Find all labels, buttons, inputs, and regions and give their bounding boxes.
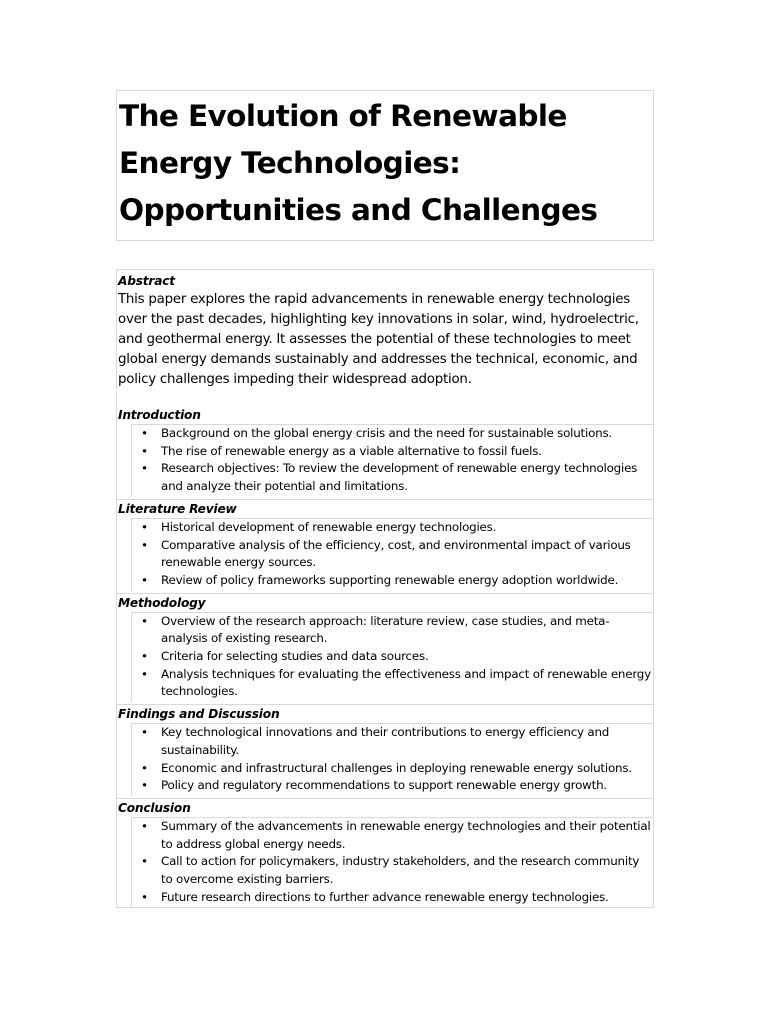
list-item: • Review of policy frameworks supporting renewable energy adoption worldwide. <box>132 572 653 590</box>
list-item: • Analysis techniques for evaluating the effectiveness and impact of renewable energy technologies. <box>132 666 653 701</box>
section-heading: Introduction <box>118 408 201 422</box>
list-item: • Comparative analysis of the efficiency, cost, and environmental impact of various renewable energy sources. <box>132 537 653 572</box>
section-introduction <box>117 406 653 497</box>
document-title: The Evolution of Renewable Energy Technologies: Opportunities and Challenges <box>119 99 598 227</box>
section-list-box <box>131 424 653 497</box>
section-heading: Conclusion <box>118 800 191 815</box>
list-item: • Criteria for selecting studies and data sources. <box>132 648 653 666</box>
list-item: • The rise of renewable energy as a viable alternative to fossil fuels. <box>132 443 653 461</box>
section-list-box <box>131 518 653 591</box>
list-item: • Policy and regulatory recommendations to support renewable energy growth. <box>132 777 653 795</box>
list-item: • Future research directions to further advance renewable energy technologies. <box>132 889 653 907</box>
bullet-list <box>132 425 653 497</box>
section-literature-review <box>117 499 653 591</box>
section-conclusion <box>117 798 653 908</box>
title-block <box>116 90 654 241</box>
list-item: • Call to action for policymakers, industry stakeholders, and the research community to overcome existing barriers. <box>132 853 653 888</box>
section-heading: Methodology <box>118 595 206 610</box>
section-list-box <box>131 612 653 703</box>
section-findings-and-discussion <box>117 704 653 796</box>
abstract-heading: Abstract <box>118 274 175 288</box>
bullet-list <box>132 818 653 908</box>
section-heading: Findings and Discussion <box>118 707 280 722</box>
list-item: • Key technological innovations and their contributions to energy efficiency and sustainability. <box>132 724 653 759</box>
list-item: • Overview of the research approach: literature review, case studies, and meta-analysis of existing research. <box>132 613 653 648</box>
bullet-list <box>132 724 653 796</box>
section-heading: Literature Review <box>118 501 237 516</box>
list-item: • Historical development of renewable energy technologies. <box>132 519 653 537</box>
section-list-box <box>131 817 653 908</box>
bullet-list <box>132 519 653 591</box>
list-item: • Economic and infrastructural challenges in deploying renewable energy solutions. <box>132 760 653 778</box>
document-page <box>116 90 654 908</box>
list-item: • Background on the global energy crisis and the need for sustainable solutions. <box>132 425 653 443</box>
bullet-list <box>132 613 653 703</box>
document-body <box>116 269 654 908</box>
list-item: • Research objectives: To review the development of renewable energy technologies and analyze their potential and limitations. <box>132 460 653 495</box>
abstract-text: This paper explores the rapid advancements in renewable energy technologies over the past decades, highlighting key innovations in solar, wind, hydroelectric, and geothermal energy. It assesses the potential of these technologies to meet global energy demands sustainably and addresses the technical, economic, and policy challenges impeding their widespread adoption. <box>118 292 639 387</box>
section-methodology <box>117 593 653 703</box>
section-list-box <box>131 723 653 796</box>
list-item: • Summary of the advancements in renewable energy technologies and their potential to address global energy needs. <box>132 818 653 853</box>
